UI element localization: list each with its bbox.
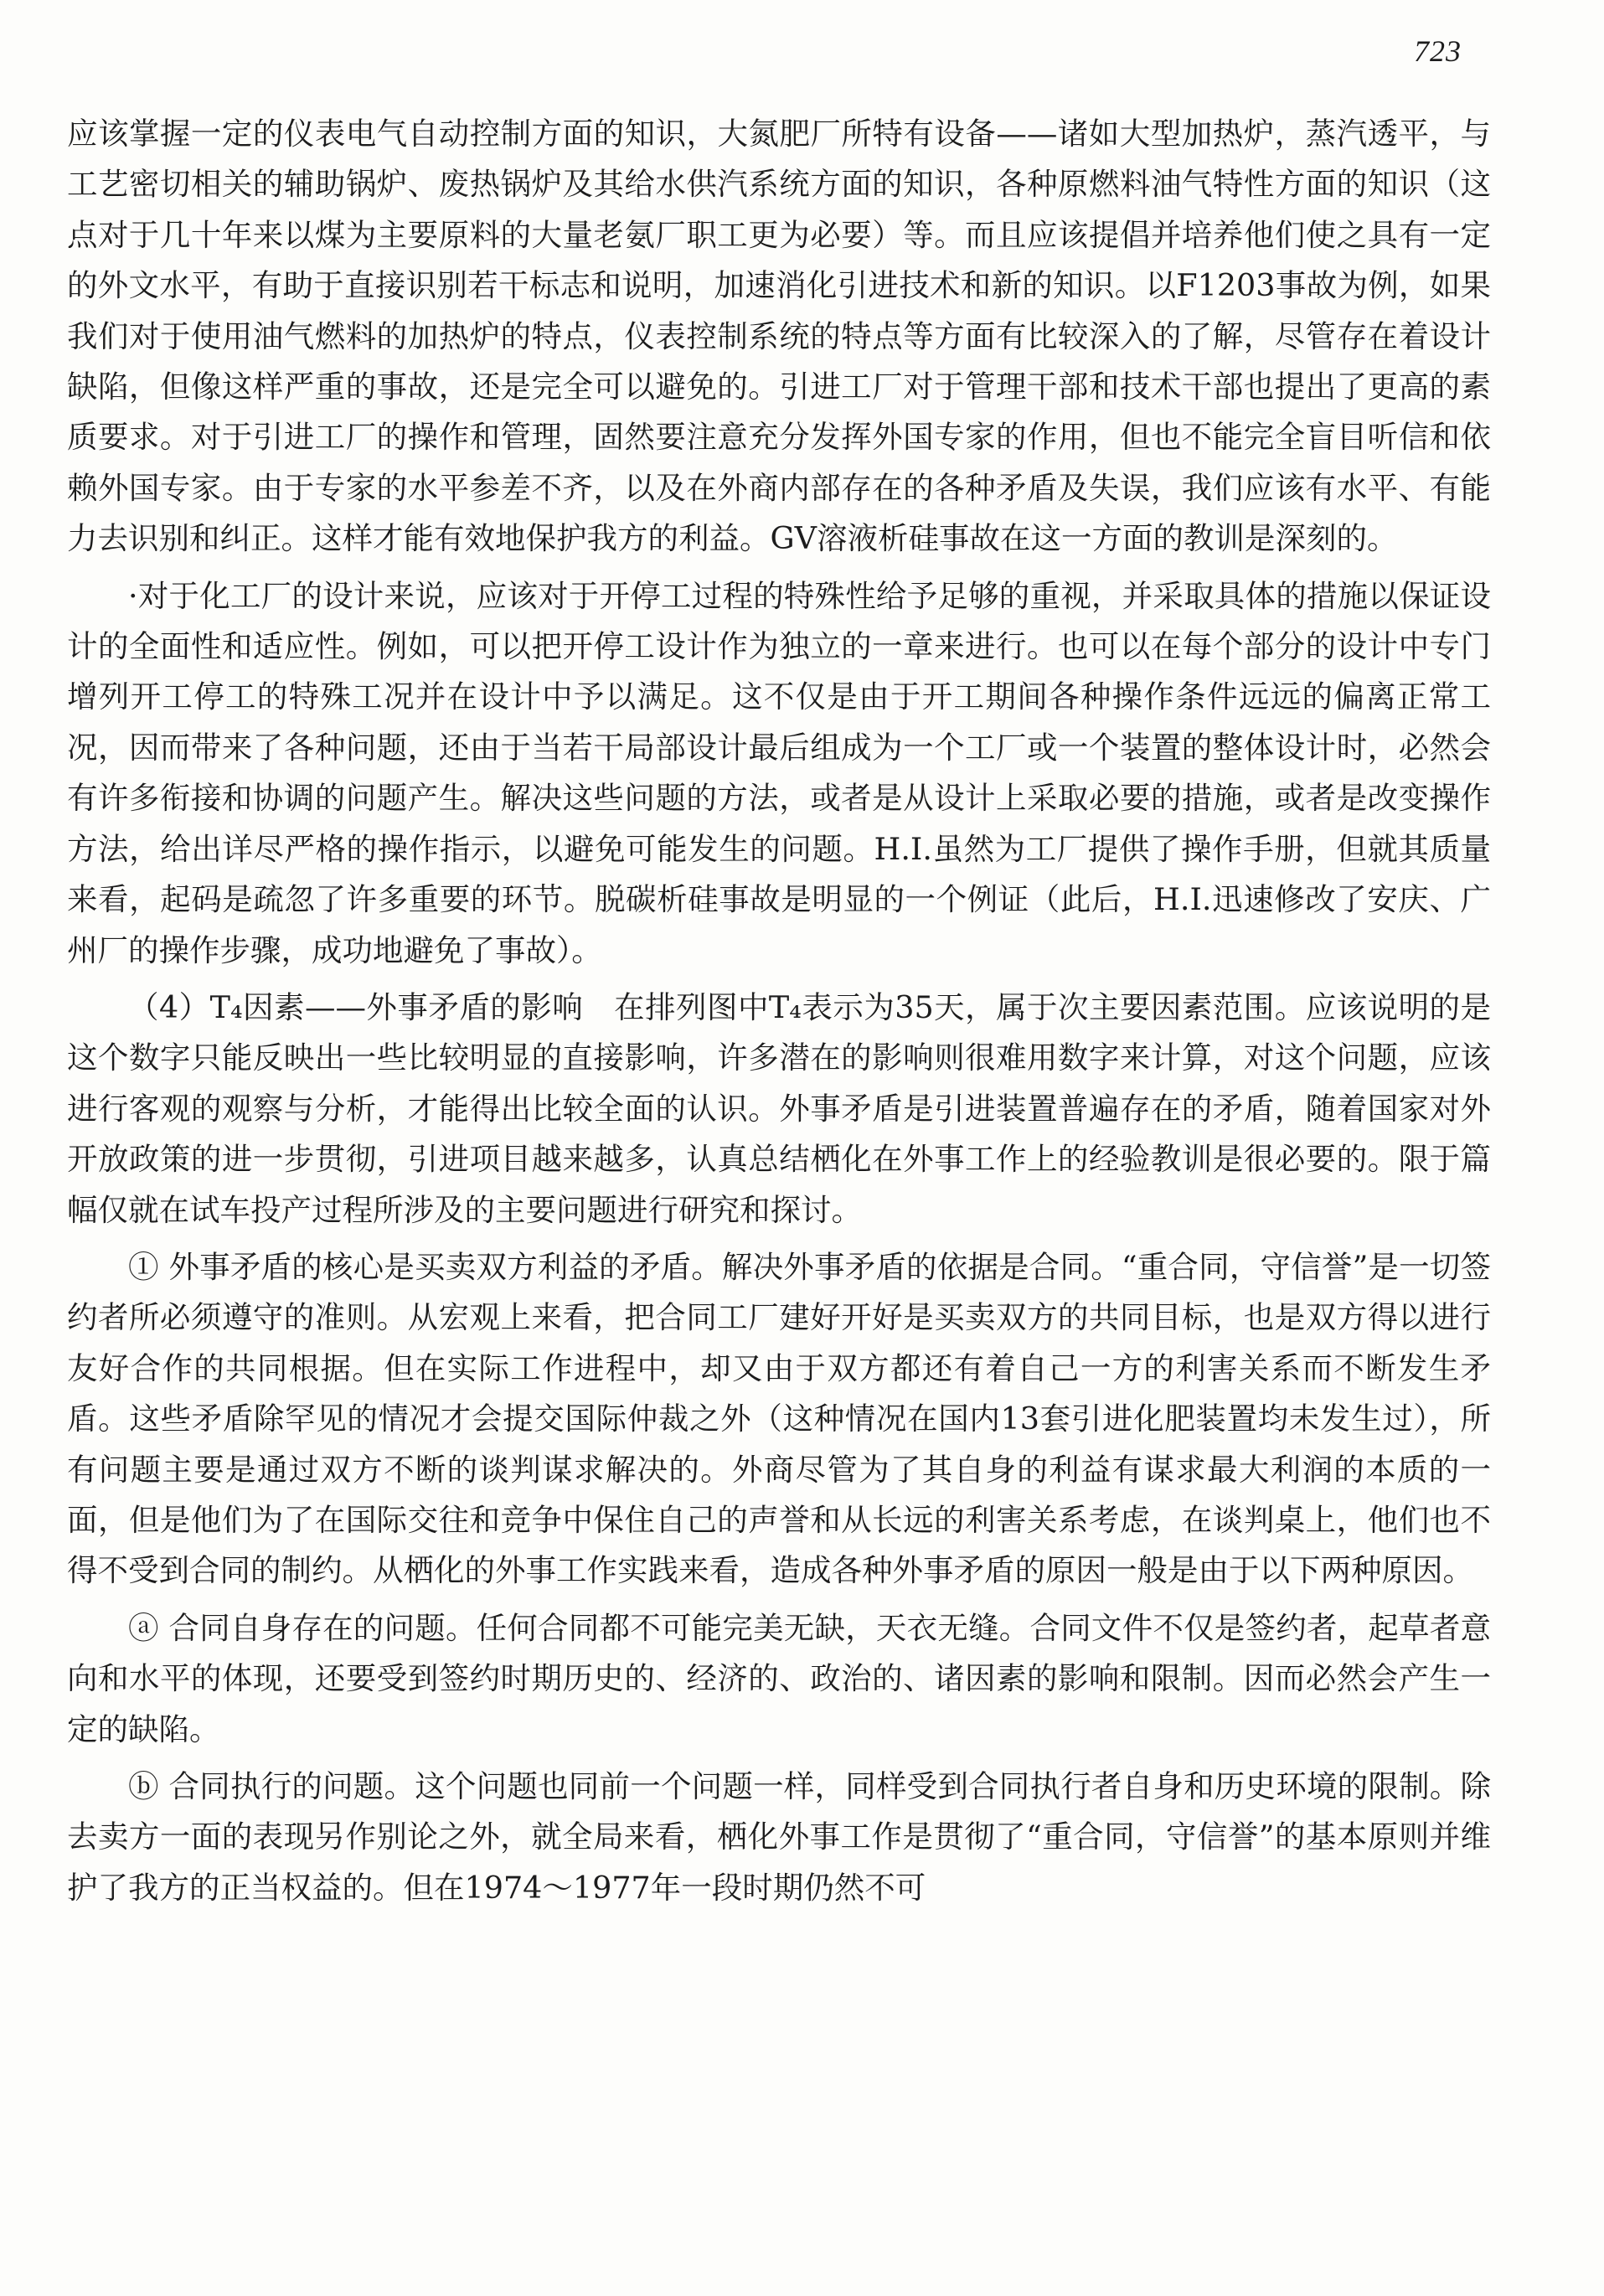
page-number: 723 xyxy=(1414,34,1462,68)
paragraph: ·对于化工厂的设计来说，应该对于开停工过程的特殊性给予足够的重视，并采取具体的措施以保证设计的全面性和适应性。例如，可以把开停工设计作为独立的一章来进行。也可以在每个部分的设计中专门增列开工停工的特殊工况并在设计中予以满足。这不仅是由于开工期间各种操作条件远远的偏离正常工况，因而带来了各种问题，还由于当若干局部设计最后组成为一个工厂或一个装置的整体设计时，必然会有许多衔接和协调的问题产生。解决这些问题的方法，或者是从设计上采取必要的措施，或者是改变操作方法，给出详尽严格的操作指示，以避免可能发生的问题。H.I.虽然为工厂提供了操作手册，但就其质量来看，起码是疏忽了许多重要的环节。脱碳析硅事故是明显的一个例证（此后，H.I.迅速修改了安庆、广州厂的操作步骤，成功地避免了事故）。 xyxy=(67,577,1491,968)
paragraph: ⓑ 合同执行的问题。这个问题也同前一个问题一样，同样受到合同执行者自身和历史环境的限制。除去卖方一面的表现另作别论之外，就全局来看，栖化外事工作是贯彻了“重合同，守信誉”的基本原则并维护了我方的正当权益的。但在1974～1977年一段时期仍然不可 xyxy=(67,1768,1491,1906)
paragraph: 应该掌握一定的仪表电气自动控制方面的知识，大氮肥厂所特有设备——诸如大型加热炉，蒸汽透平，与工艺密切相关的辅助锅炉、废热锅炉及其给水供汽系统方面的知识，各种原燃料油气特性方面的知识（这点对于几十年来以煤为主要原料的大量老氨厂职工更为必要）等。而且应该提倡并培养他们使之具有一定的外文水平，有助于直接识别若干标志和说明，加速消化引进技术和新的知识。以F1203事故为例，如果我们对于使用油气燃料的加热炉的特点，仪表控制系统的特点等方面有比较深入的了解，尽管存在着设计缺陷，但像这样严重的事故，还是完全可以避免的。引进工厂对于管理干部和技术干部也提出了更高的素质要求。对于引进工厂的操作和管理，固然要注意充分发挥外国专家的作用，但也不能完全盲目听信和依赖外国专家。由于专家的水平参差不齐，以及在外商内部存在的各种矛盾及失误，我们应该有水平、有能力去识别和纠正。这样才能有效地保护我方的利益。GV溶液析硅事故在这一方面的教训是深刻的。 xyxy=(67,116,1491,557)
page-body xyxy=(67,109,1491,1920)
paragraph: ① 外事矛盾的核心是买卖双方利益的矛盾。解决外事矛盾的依据是合同。“重合同，守信誉”是一切签约者所必须遵守的准则。从宏观上来看，把合同工厂建好开好是买卖双方的共同目标，也是双方得以进行友好合作的共同根据。但在实际工作进程中，却又由于双方都还有着自己一方的利害关系而不断发生矛盾。这些矛盾除罕见的情况才会提交国际仲裁之外（这种情况在国内13套引进化肥装置均未发生过），所有问题主要是通过双方不断的谈判谋求解决的。外商尽管为了其自身的利益有谋求最大利润的本质的一面，但是他们为了在国际交往和竞争中保住自己的声誉和从长远的利害关系考虑，在谈判桌上，他们也不得不受到合同的制约。从栖化的外事工作实践来看，造成各种外事矛盾的原因一般是由于以下两种原因。 xyxy=(67,1248,1491,1589)
paragraph: （4）T₄因素——外事矛盾的影响 在排列图中T₄表示为35天，属于次主要因素范围。应该说明的是这个数字只能反映出一些比较明显的直接影响，许多潜在的影响则很难用数字来计算，对这个问题，应该进行客观的观察与分析，才能得出比较全面的认识。外事矛盾是引进装置普遍存在的矛盾，随着国家对外开放政策的进一步贯彻，引进项目越来越多，认真总结栖化在外事工作上的经验教训是很必要的。限于篇幅仅就在试车投产过程所涉及的主要问题进行研究和探讨。 xyxy=(67,988,1491,1228)
paragraph: ⓐ 合同自身存在的问题。任何合同都不可能完美无缺，天衣无缝。合同文件不仅是签约者，起草者意向和水平的体现，还要受到签约时期历史的、经济的、政治的、诸因素的影响和限制。因而必然会产生一定的缺陷。 xyxy=(67,1609,1491,1747)
